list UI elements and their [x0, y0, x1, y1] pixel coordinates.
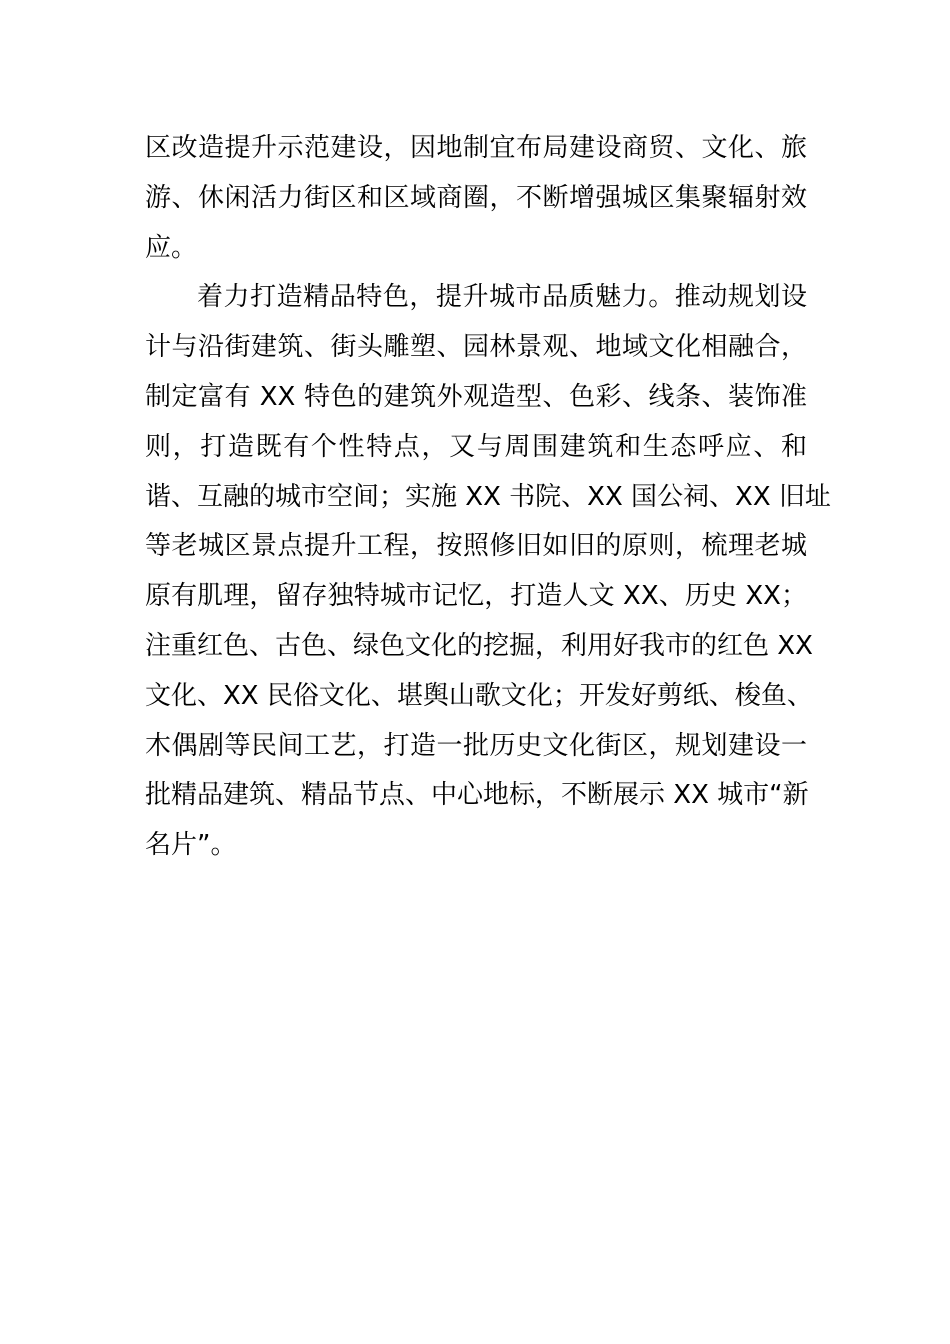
paragraph-1 — [145, 124, 807, 273]
text-line: 名片”。 — [145, 830, 237, 861]
text-line: 原有肌理，留存独特城市记忆，打造人文 XX、历史 XX； — [145, 581, 807, 612]
text-line: 计与沿街建筑、街头雕塑、园林景观、地域文化相融合， — [145, 332, 807, 363]
text-line: 着力打造精品特色，提升城市品质魅力。推动规划设 — [197, 282, 807, 313]
text-line: 则，打造既有个性特点，又与周围建筑和生态呼应、和 — [145, 431, 807, 462]
text-line: 等老城区景点提升工程，按照修旧如旧的原则，梳理老城 — [145, 531, 807, 562]
text-line: 游、休闲活力街区和区域商圈，不断增强城区集聚辐射效 — [145, 182, 807, 213]
paragraph-2 — [145, 273, 831, 871]
text-line: 区改造提升示范建设，因地制宜布局建设商贸、文化、旅 — [145, 133, 807, 163]
text-line: 注重红色、古色、绿色文化的挖掘，利用好我市的红色 XX — [145, 630, 813, 661]
text-line: 批精品建筑、精品节点、中心地标，不断展示 XX 城市“新 — [145, 780, 809, 811]
text-line: 木偶剧等民间工艺，打造一批历史文化街区，规划建设一 — [145, 730, 807, 761]
text-line: 谐、互融的城市空间；实施 XX 书院、XX 国公祠、XX 旧址 — [145, 481, 831, 512]
text-line: 文化、XX 民俗文化、堪舆山歌文化；开发好剪纸、梭鱼、 — [145, 680, 813, 711]
document-body — [145, 124, 831, 871]
text-line: 应。 — [145, 232, 198, 263]
text-line: 制定富有 XX 特色的建筑外观造型、色彩、线条、装饰准 — [145, 381, 807, 412]
